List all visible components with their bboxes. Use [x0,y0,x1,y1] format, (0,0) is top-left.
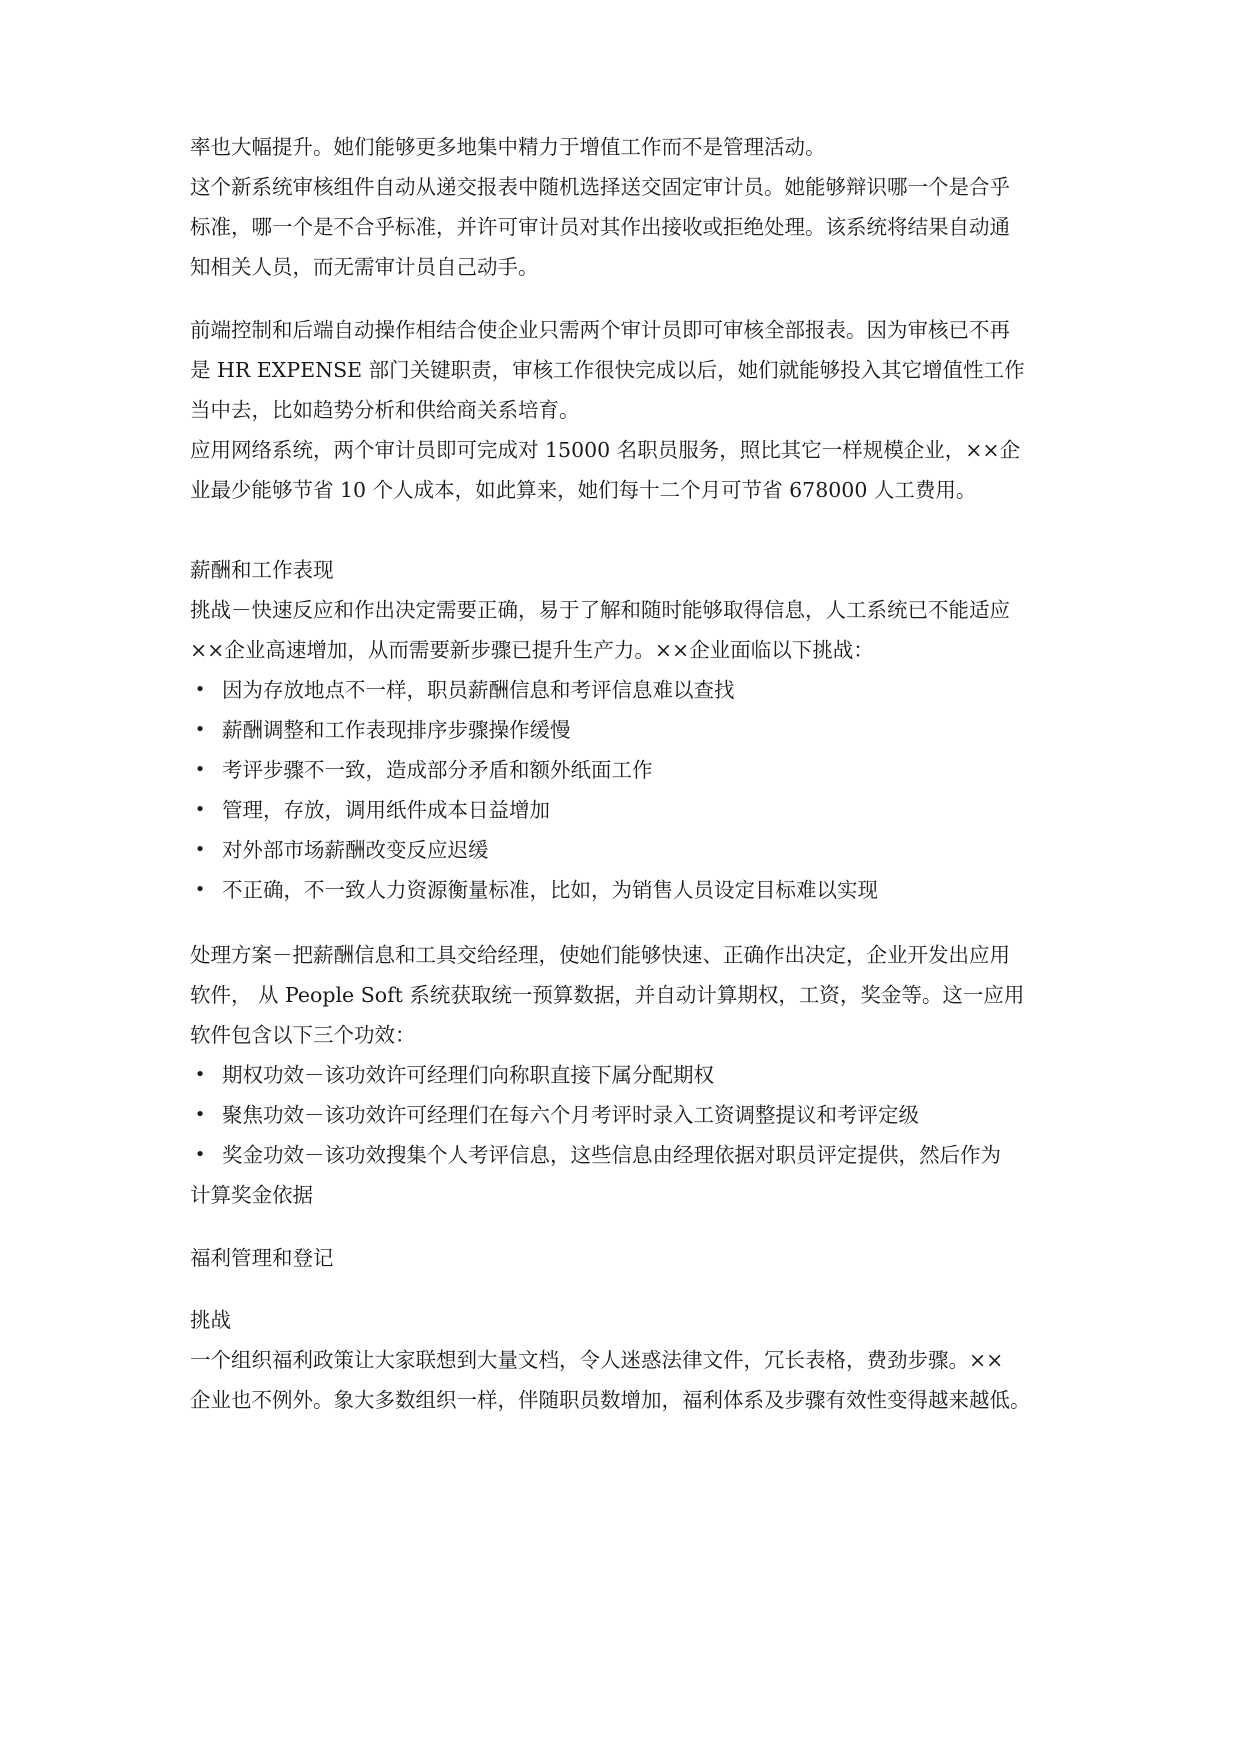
bullet-item: 期权功效－该功效许可经理们向称职直接下属分配期权 [222,1063,714,1087]
bullet-marker: • [194,759,206,780]
paragraph-line: 企业也不例外。象大多数组织一样，伴随职员数增加，福利体系及步骤有效性变得越来越低。 [190,1388,1031,1412]
bullet-item: 不正确，不一致人力资源衡量标准，比如，为销售人员设定目标难以实现 [222,878,878,902]
paragraph-line: 软件， 从 People Soft 系统获取统一预算数据，并自动计算期权，工资，奖金等。这一应用 [190,983,1025,1007]
bullet-marker: • [194,719,206,740]
paragraph-line: 应用网络系统，两个审计员即可完成对 15000 名职员服务，照比其它一样规模企业，××企 [190,438,1021,462]
paragraph-line: 软件包含以下三个功效： [190,1023,416,1047]
bullet-item: 因为存放地点不一样，职员薪酬信息和考评信息难以查找 [222,678,735,702]
section-heading: 薪酬和工作表现 [190,558,334,582]
paragraph-line: 前端控制和后端自动操作相结合使企业只需两个审计员即可审核全部报表。因为审核已不再 [190,318,1010,342]
paragraph-line: 当中去，比如趋势分析和供给商关系培育。 [190,398,580,422]
paragraph-line: 计算奖金依据 [190,1183,313,1207]
section-heading: 挑战 [190,1308,231,1332]
paragraph-line: 是 HR EXPENSE 部门关键职责，审核工作很快完成以后，她们就能够投入其它增值性工作 [190,358,1025,382]
bullet-marker: • [194,799,206,820]
bullet-item: 考评步骤不一致，造成部分矛盾和额外纸面工作 [222,758,653,782]
paragraph-line: 这个新系统审核组件自动从递交报表中随机选择送交固定审计员。她能够辩识哪一个是合乎 [190,175,1010,199]
paragraph-line: ××企业高速增加，从而需要新步骤已提升生产力。××企业面临以下挑战： [190,638,874,662]
bullet-item: 奖金功效－该功效搜集个人考评信息，这些信息由经理依据对职员评定提供，然后作为 [222,1143,1001,1167]
paragraph-line: 率也大幅提升。她们能够更多地集中精力于增值工作而不是管理活动。 [190,135,826,159]
paragraph-line: 处理方案－把薪酬信息和工具交给经理，使她们能够快速、正确作出决定，企业开发出应用 [190,943,1010,967]
paragraph-line: 业最少能够节省 10 个人成本，如此算来，她们每十二个月可节省 678000 人工费用。 [190,478,977,502]
paragraph-line: 一个组织福利政策让大家联想到大量文档，令人迷惑法律文件，冗长表格，费劲步骤。×× [190,1348,1004,1372]
paragraph-line: 挑战－快速反应和作出决定需要正确，易于了解和随时能够取得信息，人工系统已不能适应 [190,598,1010,622]
bullet-marker: • [194,839,206,860]
bullet-marker: • [194,1064,206,1085]
bullet-item: 薪酬调整和工作表现排序步骤操作缓慢 [222,718,571,742]
section-heading: 福利管理和登记 [190,1246,334,1270]
paragraph-line: 知相关人员，而无需审计员自己动手。 [190,255,539,279]
bullet-item: 管理，存放，调用纸件成本日益增加 [222,798,550,822]
bullet-marker: • [194,1104,206,1125]
bullet-marker: • [194,679,206,700]
bullet-item: 对外部市场薪酬改变反应迟缓 [222,838,489,862]
bullet-marker: • [194,1144,206,1165]
bullet-item: 聚焦功效－该功效许可经理们在每六个月考评时录入工资调整提议和考评定级 [222,1103,919,1127]
bullet-marker: • [194,879,206,900]
paragraph-line: 标准，哪一个是不合乎标准，并许可审计员对其作出接收或拒绝处理。该系统将结果自动通 [190,215,1010,239]
